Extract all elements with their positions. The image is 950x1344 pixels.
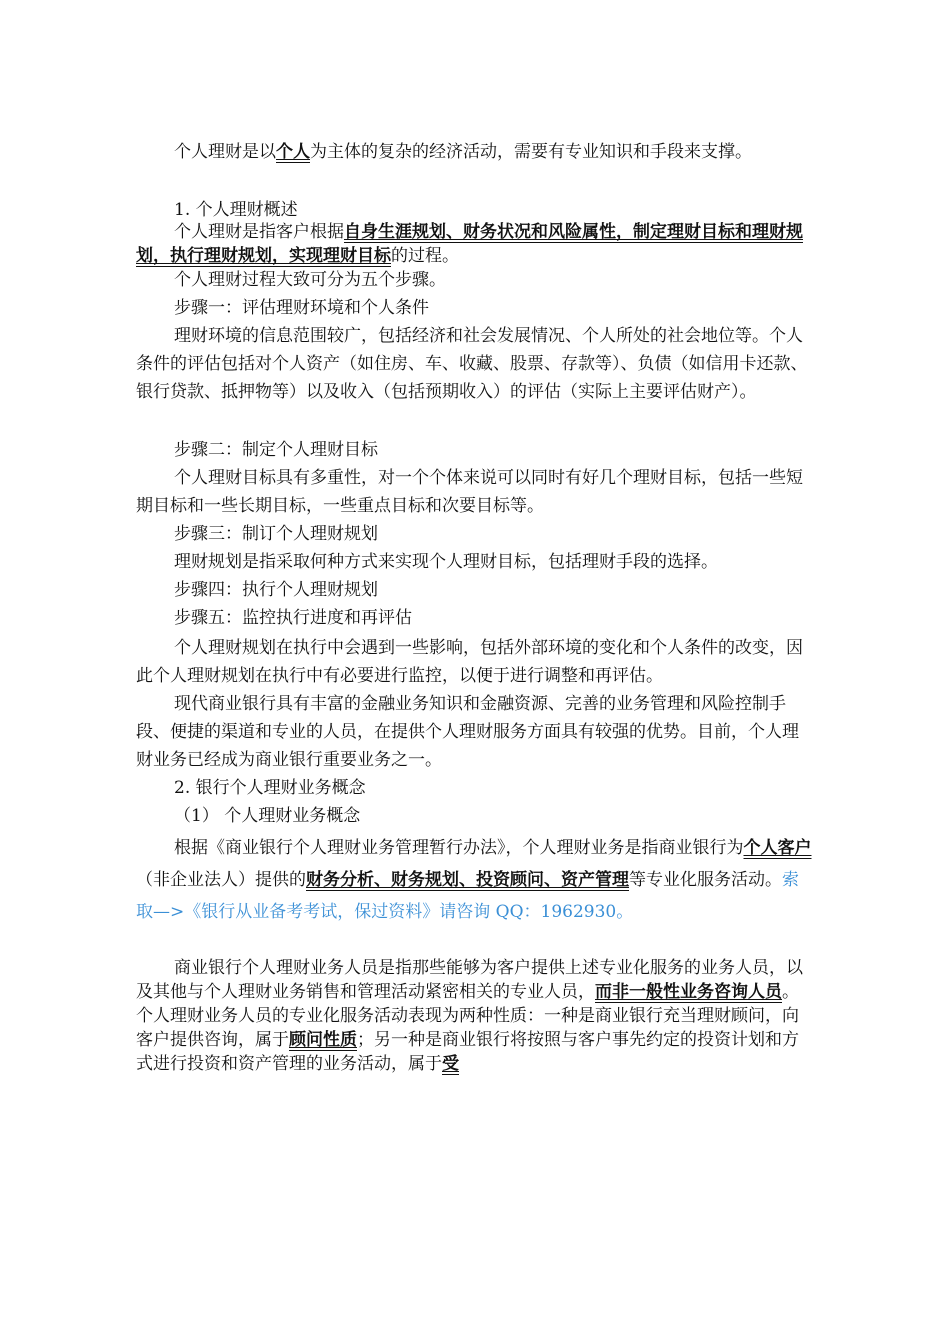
section-heading: 1. 个人理财概述	[174, 200, 298, 220]
emphasis-text: 个人客户	[743, 838, 812, 858]
contact-ad-link[interactable]: 索取—>《银行从业备考考试，保过资料》请咨询 QQ：1962930。	[136, 870, 799, 922]
emphasis-text: 财务分析、财务规划、投资顾问、资产管理	[306, 870, 629, 890]
steps-intro: 个人理财过程大致可分为五个步骤。	[174, 270, 446, 290]
emphasis-text: 顾问性质	[289, 1030, 357, 1050]
staff-paragraph: 商业银行个人理财业务人员是指那些能够为客户提供上述专业化服务的业务人员，以及其他与个人理财业务销售和管理活动紧密相关的专业人员，而非一般性业务咨询人员。个人理财业务人员的专业化服务活动表现为两种性质：一种是商业银行充当理财顾问，向客户提供咨询，属于顾问性质；另一种是商业银行将按照与客户事先约定的投资计划和方式进行投资和资产管理的业务活动，属于受	[136, 958, 803, 1074]
intro-paragraph: 个人理财是以个人为主体的复杂的经济活动，需要有专业知识和手段来支撑。	[174, 142, 752, 162]
step-heading: 步骤四：执行个人理财规划	[174, 580, 378, 600]
emphasis-text: 受	[442, 1054, 459, 1074]
step-body: 理财环境的信息范围较广，包括经济和社会发展情况、个人所处的社会地位等。个人条件的评估包括对个人资产（如住房、车、收藏、股票、存款等）、负债（如信用卡还款、银行贷款、抵押物等）以及收入（包括预期收入）的评估（实际上主要评估财产）。	[136, 326, 808, 402]
step-heading: 步骤一：评估理财环境和个人条件	[174, 298, 429, 318]
emphasis-text: 个人	[276, 142, 310, 162]
definition-paragraph: 个人理财是指客户根据自身生涯规划、财务状况和风险属性，制定理财目标和理财规划，执行理财规划，实现理财目标的过程。	[136, 222, 803, 266]
step-heading: 步骤五：监控执行进度和再评估	[174, 608, 412, 628]
step-body: 理财规划是指采取何种方式来实现个人理财目标，包括理财手段的选择。	[174, 552, 718, 572]
step-heading: 步骤二：制定个人理财目标	[174, 440, 378, 460]
sub-heading: （1） 个人理财业务概念	[174, 806, 361, 826]
emphasis-text: 自身生涯规划、财务状况和风险属性，制定理财目标和理财规划，执行理财规划，实现理财目标	[136, 222, 803, 266]
law-paragraph: 根据《商业银行个人理财业务管理暂行办法》，个人理财业务是指商业银行为个人客户（非企业法人）提供的财务分析、财务规划、投资顾问、资产管理等专业化服务活动。索取—>《银行从业备考考试，保过资料》请咨询 QQ：1962930。	[136, 838, 812, 922]
monitor-paragraph: 个人理财规划在执行中会遇到一些影响，包括外部环境的变化和个人条件的改变，因此个人理财规划在执行中有必要进行监控，以便于进行调整和再评估。	[136, 638, 803, 686]
advantage-paragraph: 现代商业银行具有丰富的金融业务知识和金融资源、完善的业务管理和风险控制手段、便捷的渠道和专业的人员，在提供个人理财服务方面具有较强的优势。目前，个人理财业务已经成为商业银行重要业务之一。	[136, 694, 799, 770]
section-heading: 2. 银行个人理财业务概念	[174, 778, 366, 798]
step-heading: 步骤三：制订个人理财规划	[174, 524, 378, 544]
emphasis-text: 而非一般性业务咨询人员	[595, 982, 782, 1002]
step-body: 个人理财目标具有多重性，对一个个体来说可以同时有好几个理财目标，包括一些短期目标和一些长期目标，一些重点目标和次要目标等。	[136, 468, 803, 516]
